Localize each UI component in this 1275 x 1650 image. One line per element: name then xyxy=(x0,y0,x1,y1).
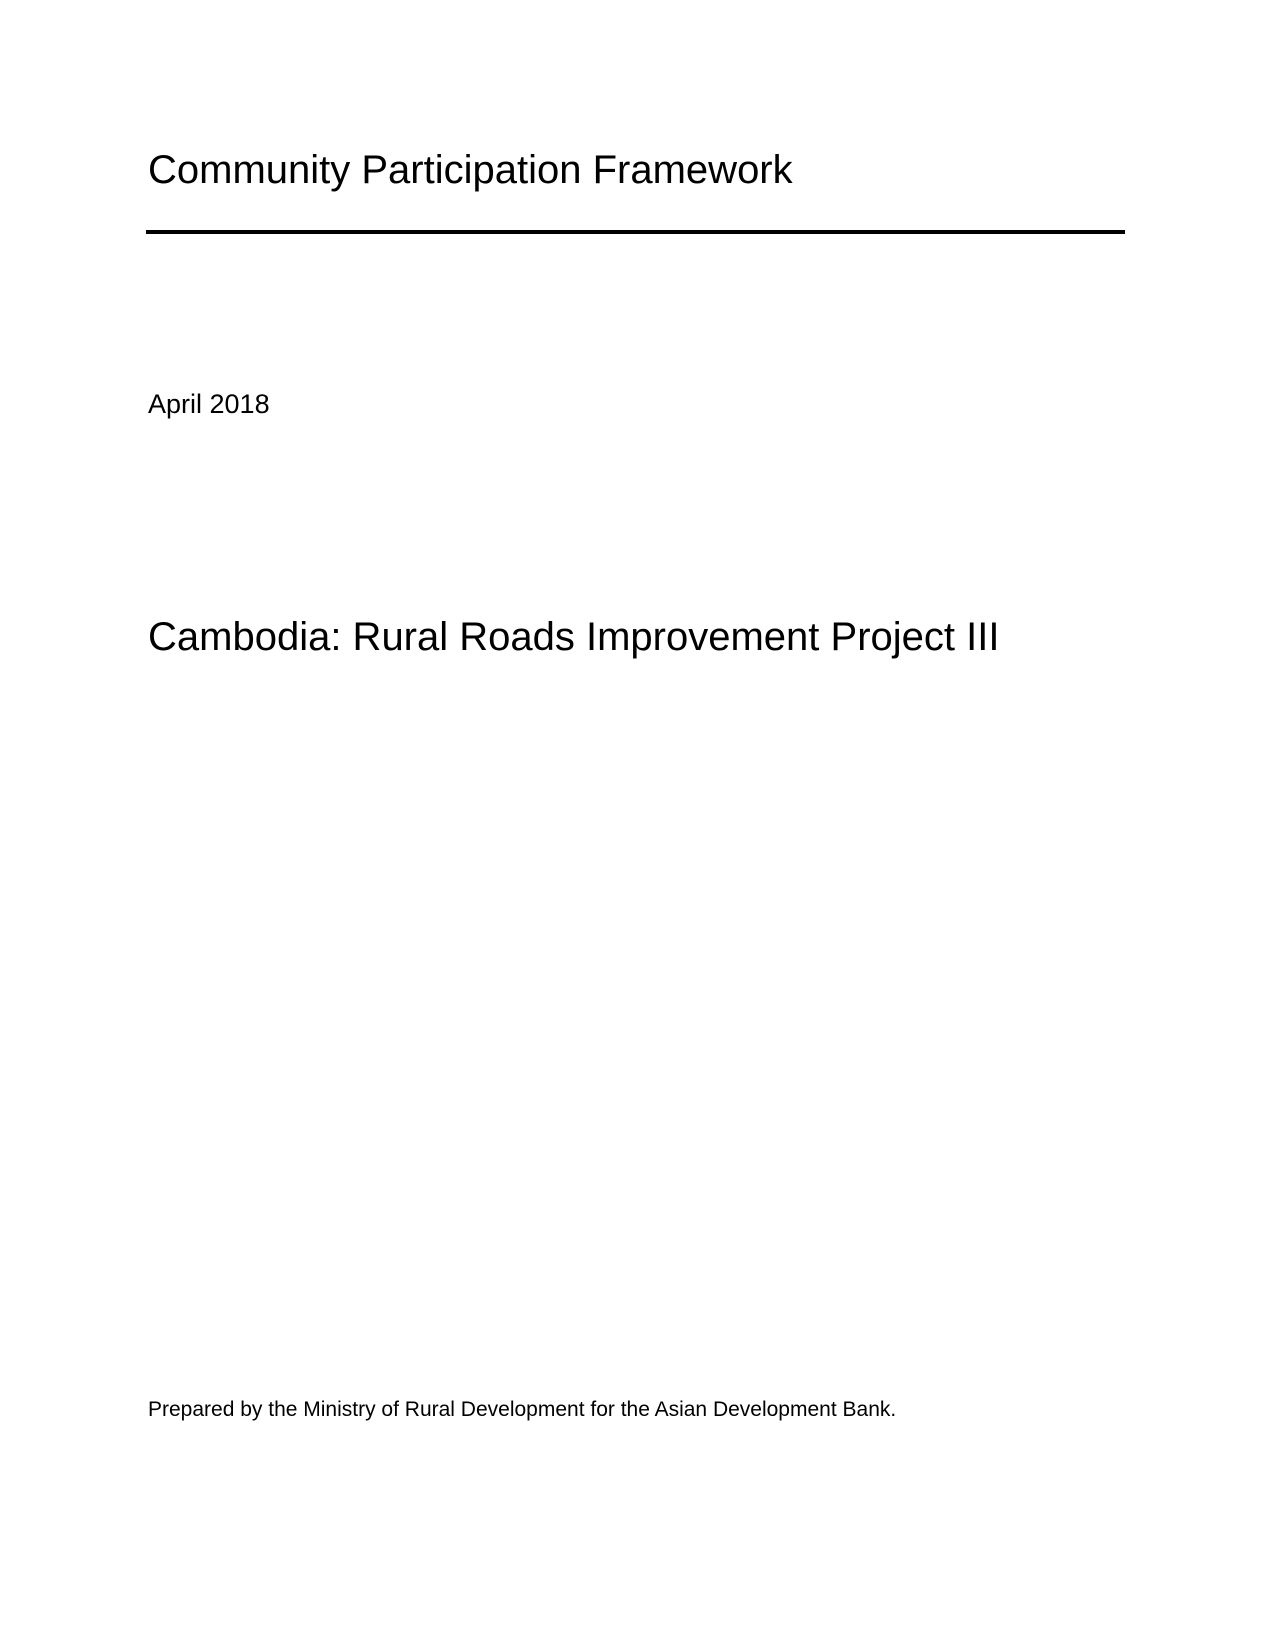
document-date: April 2018 xyxy=(148,389,270,419)
prepared-by-statement: Prepared by the Ministry of Rural Development for the Asian Development Bank. xyxy=(148,1398,897,1421)
heading-divider xyxy=(146,230,1125,234)
document-type-heading: Community Participation Framework xyxy=(148,148,793,192)
project-title: Cambodia: Rural Roads Improvement Project III xyxy=(148,615,1000,659)
